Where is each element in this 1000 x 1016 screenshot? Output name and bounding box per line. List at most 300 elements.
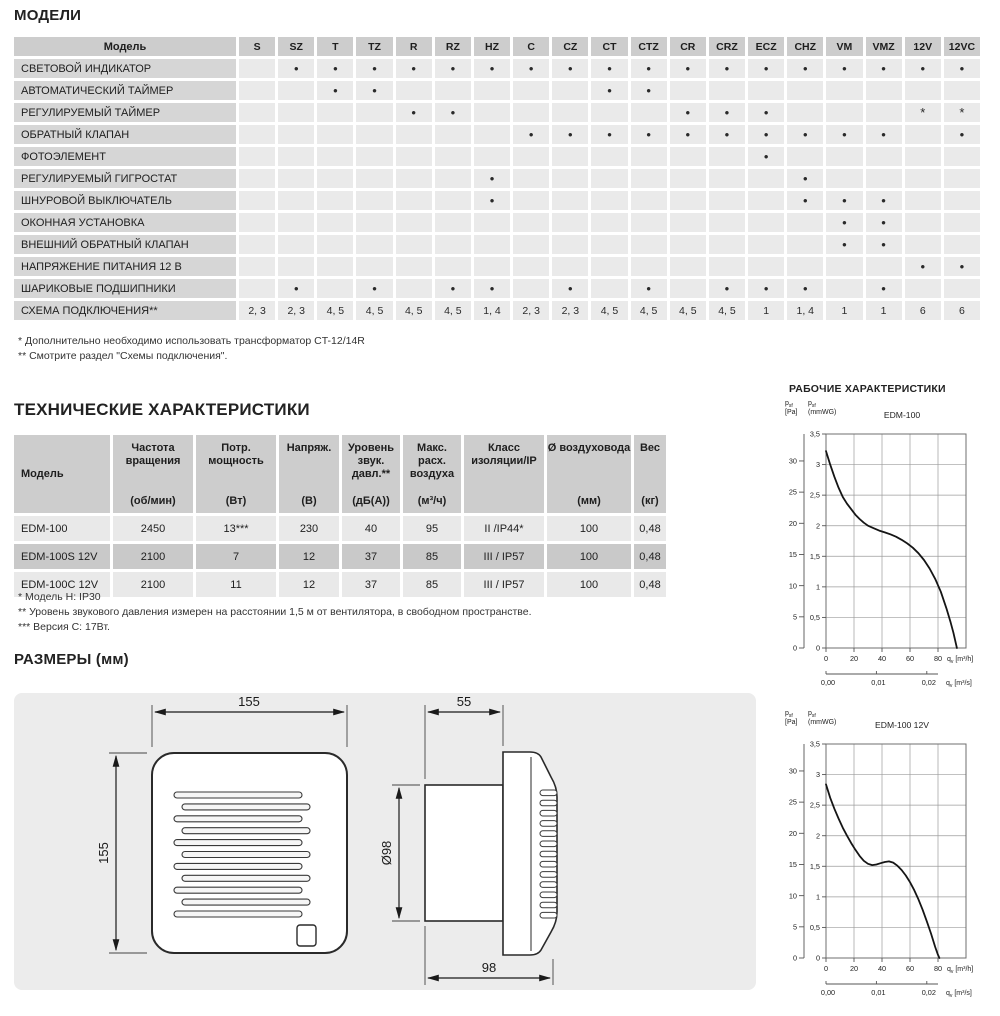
feature-cell: 4, 5: [591, 301, 627, 320]
feature-cell: •: [435, 279, 471, 298]
svg-text:25: 25: [788, 487, 797, 497]
spec-value-cell: 85: [403, 572, 461, 597]
svg-text:15: 15: [788, 550, 797, 560]
chart-title: EDM-100 12V: [875, 720, 929, 730]
feature-cell: •: [591, 59, 627, 78]
feature-cell: •: [474, 59, 510, 78]
svg-text:15: 15: [788, 860, 797, 870]
feature-cell: [905, 147, 941, 166]
dimensions-drawing: [14, 693, 756, 990]
spec-value-cell: 12: [279, 572, 339, 597]
curve-edm-100: [826, 451, 957, 648]
feature-cell: [513, 235, 549, 254]
feature-cell: [787, 235, 823, 254]
model-column-header: SZ: [278, 37, 314, 56]
feature-cell: [278, 235, 314, 254]
svg-text:0,5: 0,5: [809, 923, 820, 933]
feature-cell: [905, 81, 941, 100]
feature-cell: •: [670, 125, 706, 144]
feature-cell: [435, 147, 471, 166]
model-column-header: CR: [670, 37, 706, 56]
feature-cell: [670, 279, 706, 298]
feature-cell: •: [826, 59, 862, 78]
feature-cell: •: [513, 59, 549, 78]
feature-cell: [317, 147, 353, 166]
feature-cell: 6: [944, 301, 980, 320]
feature-cell: [317, 279, 353, 298]
model-column-header: C: [513, 37, 549, 56]
feature-cell: •: [748, 279, 784, 298]
spec-value-cell: 40: [342, 516, 400, 541]
feature-cell: •: [552, 125, 588, 144]
svg-text:60: 60: [905, 964, 915, 973]
feature-cell: [474, 81, 510, 100]
svg-text:20: 20: [788, 828, 797, 838]
model-column-header: CZ: [552, 37, 588, 56]
feature-cell: [631, 103, 667, 122]
feature-cell: •: [552, 279, 588, 298]
feature-cell: [513, 191, 549, 210]
model-column-header: TZ: [356, 37, 392, 56]
feature-cell: [631, 257, 667, 276]
feature-cell: [356, 257, 392, 276]
feature-cell: [435, 235, 471, 254]
feature-cell: [944, 169, 980, 188]
curve-edm-100-12v: [826, 784, 939, 958]
feature-cell: [396, 257, 432, 276]
spec-value-cell: 13***: [196, 516, 276, 541]
svg-text:25: 25: [788, 797, 797, 807]
dimensions-drawing-svg: [14, 693, 756, 990]
feature-cell: [239, 235, 275, 254]
feature-cell: •: [591, 125, 627, 144]
feature-cell: [944, 213, 980, 232]
svg-text:1: 1: [815, 582, 820, 592]
feature-cell: [513, 81, 549, 100]
svg-text:0: 0: [792, 953, 797, 963]
feature-cell: [513, 147, 549, 166]
specs-column-header: Потр. мощность (Вт): [196, 435, 276, 513]
feature-cell: [474, 103, 510, 122]
feature-cell: [748, 191, 784, 210]
feature-cell: [474, 125, 510, 144]
feature-cell: [787, 103, 823, 122]
feature-cell: [944, 191, 980, 210]
specs-column-header: Частота вращения (об/мин): [113, 435, 193, 513]
feature-cell: [866, 169, 902, 188]
feature-cell: •: [317, 81, 353, 100]
feature-cell: [435, 213, 471, 232]
svg-text:qv [m³/s]: $q_v$ [m³/s]: [946, 990, 972, 998]
feature-cell: •: [787, 191, 823, 210]
feature-cell: •: [552, 59, 588, 78]
feature-cell: [670, 81, 706, 100]
feature-row-label: СВЕТОВОЙ ИНДИКАТОР: [14, 59, 236, 78]
specs-column-header: Напряж. (В): [279, 435, 339, 513]
feature-cell: [709, 147, 745, 166]
table-row: [14, 103, 980, 122]
feature-cell: •: [866, 279, 902, 298]
table-row: [14, 301, 980, 320]
feature-cell: [591, 169, 627, 188]
feature-cell: •: [591, 81, 627, 100]
svg-text:0: 0: [823, 964, 829, 973]
feature-cell: [709, 235, 745, 254]
feature-cell: 4, 5: [670, 301, 706, 320]
feature-cell: [670, 191, 706, 210]
feature-cell: [905, 279, 941, 298]
feature-cell: [435, 257, 471, 276]
feature-cell: [474, 235, 510, 254]
feature-cell: [826, 147, 862, 166]
feature-cell: [709, 213, 745, 232]
feature-cell: •: [748, 147, 784, 166]
feature-cell: [748, 169, 784, 188]
specs-column-header: Макс. расх. воздуха (м³/ч): [403, 435, 461, 513]
feature-cell: [748, 235, 784, 254]
svg-text:3,5: 3,5: [809, 739, 820, 749]
feature-cell: •: [866, 213, 902, 232]
svg-text:[Pa]: [Pa]: [785, 409, 798, 416]
feature-cell: [787, 81, 823, 100]
feature-cell: 1, 4: [787, 301, 823, 320]
feature-cell: [474, 147, 510, 166]
feature-cell: [356, 169, 392, 188]
feature-cell: •: [944, 59, 980, 78]
feature-cell: [748, 213, 784, 232]
feature-cell: •: [709, 125, 745, 144]
feature-cell: [591, 103, 627, 122]
chart-title: EDM-100: [883, 410, 921, 420]
svg-text:0: 0: [815, 643, 820, 653]
fan-side-view: [425, 752, 557, 955]
feature-cell: [866, 103, 902, 122]
feature-cell: 4, 5: [356, 301, 392, 320]
indicator-window: [297, 925, 316, 946]
feature-cell: 1: [826, 301, 862, 320]
feature-cell: [435, 81, 471, 100]
feature-cell: [905, 169, 941, 188]
feature-cell: [826, 81, 862, 100]
feature-row-label: ШНУРОВОЙ ВЫКЛЮЧАТЕЛЬ: [14, 191, 236, 210]
table-row: [14, 81, 980, 100]
spec-value-cell: 11: [196, 572, 276, 597]
model-column-header: CRZ: [709, 37, 745, 56]
table-row: [14, 516, 666, 541]
specs-column-header: Уровень звук. давл.** (дБ(А)): [342, 435, 400, 513]
svg-text:0,01: 0,01: [871, 678, 886, 687]
feature-cell: •: [396, 59, 432, 78]
spec-model-cell: EDM-100: [14, 516, 110, 541]
feature-cell: [317, 213, 353, 232]
spec-value-cell: 100: [547, 516, 631, 541]
model-column-header: VM: [826, 37, 862, 56]
svg-text:5: 5: [792, 922, 797, 932]
svg-text:2: 2: [815, 521, 820, 531]
feature-cell: •: [866, 59, 902, 78]
model-column-header: ECZ: [748, 37, 784, 56]
feature-cell: [591, 279, 627, 298]
feature-cell: [513, 169, 549, 188]
svg-text:30: 30: [788, 766, 797, 776]
model-column-header: VMZ: [866, 37, 902, 56]
feature-cell: [748, 257, 784, 276]
svg-text:0,00: 0,00: [820, 988, 836, 997]
feature-cell: [239, 213, 275, 232]
feature-cell: 4, 5: [631, 301, 667, 320]
feature-cell: •: [944, 257, 980, 276]
feature-cell: [396, 279, 432, 298]
feature-cell: [670, 257, 706, 276]
svg-text:psf: $p_{sf}$: [808, 400, 816, 409]
svg-text:psf: $p_{sf}$: [785, 710, 793, 719]
feature-cell: [239, 257, 275, 276]
feature-cell: [944, 147, 980, 166]
spec-value-cell: 2100: [113, 572, 193, 597]
dim-duct-diameter: Ø98: [379, 840, 394, 866]
feature-cell: [356, 103, 392, 122]
feature-cell: [670, 169, 706, 188]
feature-cell: •: [474, 169, 510, 188]
svg-text:1: 1: [815, 892, 820, 902]
feature-cell: [552, 257, 588, 276]
svg-text:(mmWG): (mmWG): [808, 409, 837, 416]
specs-column-header: Модель: [14, 435, 110, 513]
spec-value-cell: 230: [279, 516, 339, 541]
feature-cell: [787, 147, 823, 166]
dimensions-section-title: РАЗМЕРЫ (мм): [14, 651, 129, 668]
svg-text:10: 10: [788, 581, 797, 591]
feature-cell: [905, 235, 941, 254]
feature-cell: 2, 3: [239, 301, 275, 320]
feature-cell: [944, 235, 980, 254]
feature-cell: •: [317, 59, 353, 78]
feature-cell: [278, 147, 314, 166]
table-row: [14, 235, 980, 254]
feature-cell: [356, 125, 392, 144]
feature-row-label: АВТОМАТИЧЕСКИЙ ТАЙМЕР: [14, 81, 236, 100]
duct-tube: [425, 785, 503, 921]
feature-cell: •: [278, 59, 314, 78]
feature-cell: [396, 169, 432, 188]
feature-cell: [631, 147, 667, 166]
svg-text:3: 3: [815, 770, 820, 780]
feature-cell: •: [944, 125, 980, 144]
feature-cell: [670, 213, 706, 232]
spec-value-cell: 100: [547, 544, 631, 569]
feature-cell: [278, 103, 314, 122]
feature-row-label: РЕГУЛИРУЕМЫЙ ТАЙМЕР: [14, 103, 236, 122]
feature-cell: •: [709, 59, 745, 78]
feature-cell: •: [866, 235, 902, 254]
feature-cell: [317, 235, 353, 254]
feature-cell: [552, 147, 588, 166]
feature-cell: [552, 191, 588, 210]
svg-text:0,02: 0,02: [921, 988, 936, 997]
svg-text:2: 2: [815, 831, 820, 841]
feature-cell: [396, 213, 432, 232]
svg-text:0: 0: [823, 654, 829, 663]
feature-cell: [396, 191, 432, 210]
feature-cell: [435, 125, 471, 144]
dim-duct-depth: 55: [456, 694, 472, 709]
feature-cell: [787, 257, 823, 276]
model-column-header: 12VC: [944, 37, 980, 56]
feature-cell: 4, 5: [709, 301, 745, 320]
feature-cell: •: [474, 191, 510, 210]
feature-cell: •: [826, 235, 862, 254]
feature-row-label: РЕГУЛИРУЕМЫЙ ГИГРОСТАТ: [14, 169, 236, 188]
models-footnotes: [18, 334, 365, 364]
feature-cell: *: [905, 103, 941, 122]
svg-text:40: 40: [877, 964, 887, 973]
feature-cell: •: [435, 103, 471, 122]
feature-row-label: ШАРИКОВЫЕ ПОДШИПНИКИ: [14, 279, 236, 298]
svg-text:1,5: 1,5: [809, 861, 820, 871]
feature-cell: [552, 169, 588, 188]
svg-text:30: 30: [788, 456, 797, 466]
feature-cell: 4, 5: [396, 301, 432, 320]
table-row: [14, 544, 666, 569]
svg-text:psf: $p_{sf}$: [785, 400, 793, 409]
feature-cell: [239, 103, 275, 122]
feature-cell: [591, 191, 627, 210]
feature-cell: 4, 5: [435, 301, 471, 320]
table-row: [14, 147, 980, 166]
feature-cell: •: [787, 59, 823, 78]
svg-text:3: 3: [815, 460, 820, 470]
feature-cell: •: [748, 125, 784, 144]
svg-text:psf: $p_{sf}$: [808, 710, 816, 719]
feature-cell: •: [631, 81, 667, 100]
specs-table: [11, 432, 669, 600]
feature-cell: [552, 213, 588, 232]
feature-cell: •: [709, 103, 745, 122]
spec-value-cell: 0,48: [634, 544, 666, 569]
fan-front-view: [152, 753, 347, 953]
spec-value-cell: 100: [547, 572, 631, 597]
table-row: [14, 191, 980, 210]
feature-cell: •: [748, 103, 784, 122]
feature-cell: •: [435, 59, 471, 78]
feature-cell: •: [787, 169, 823, 188]
spec-value-cell: 0,48: [634, 572, 666, 597]
svg-text:0: 0: [792, 643, 797, 653]
svg-text:60: 60: [905, 654, 915, 663]
spec-value-cell: 12: [279, 544, 339, 569]
spec-value-cell: II /IP44*: [464, 516, 544, 541]
feature-cell: •: [356, 59, 392, 78]
specs-section-title: ТЕХНИЧЕСКИЕ ХАРАКТЕРИСТИКИ: [14, 400, 310, 419]
feature-cell: [631, 191, 667, 210]
feature-cell: [709, 191, 745, 210]
feature-cell: •: [709, 279, 745, 298]
table-row: [14, 169, 980, 188]
feature-cell: [826, 257, 862, 276]
spec-value-cell: 37: [342, 572, 400, 597]
feature-cell: [591, 147, 627, 166]
svg-text:20: 20: [849, 964, 859, 973]
chart-grid: [826, 744, 966, 958]
feature-cell: [278, 191, 314, 210]
feature-cell: [826, 169, 862, 188]
feature-cell: 2, 3: [552, 301, 588, 320]
feature-cell: [239, 147, 275, 166]
feature-cell: [866, 257, 902, 276]
feature-cell: 6: [905, 301, 941, 320]
feature-cell: •: [826, 191, 862, 210]
feature-cell: 2, 3: [513, 301, 549, 320]
feature-cell: •: [631, 279, 667, 298]
feature-cell: •: [670, 59, 706, 78]
feature-cell: •: [826, 213, 862, 232]
feature-row-label: НАПРЯЖЕНИЕ ПИТАНИЯ 12 В: [14, 257, 236, 276]
feature-cell: [866, 81, 902, 100]
feature-cell: •: [787, 279, 823, 298]
spec-value-cell: 85: [403, 544, 461, 569]
feature-cell: 1: [866, 301, 902, 320]
feature-cell: [239, 191, 275, 210]
feature-cell: [709, 81, 745, 100]
feature-cell: •: [826, 125, 862, 144]
spec-model-cell: EDM-100C 12V: [14, 572, 110, 597]
feature-cell: •: [631, 125, 667, 144]
feature-row-label: ОБРАТНЫЙ КЛАПАН: [14, 125, 236, 144]
feature-cell: [278, 257, 314, 276]
feature-cell: [474, 213, 510, 232]
feature-cell: •: [356, 279, 392, 298]
feature-cell: [396, 235, 432, 254]
feature-cell: •: [905, 59, 941, 78]
feature-cell: [317, 125, 353, 144]
model-column-header: RZ: [435, 37, 471, 56]
model-column-header: T: [317, 37, 353, 56]
feature-cell: [356, 147, 392, 166]
feature-cell: [631, 169, 667, 188]
feature-cell: [905, 191, 941, 210]
svg-text:40: 40: [877, 654, 887, 663]
feature-cell: [631, 213, 667, 232]
model-column-header: CTZ: [631, 37, 667, 56]
footnote: * Дополнительно необходимо использовать трансформатор CT-12/14R: [18, 335, 365, 347]
table-row: [14, 257, 980, 276]
model-column-header: HZ: [474, 37, 510, 56]
spec-value-cell: III / IP57: [464, 544, 544, 569]
feature-cell: •: [748, 59, 784, 78]
spec-value-cell: 7: [196, 544, 276, 569]
model-column-header: 12V: [905, 37, 941, 56]
feature-table-corner: Модель: [14, 37, 236, 56]
footnote: ** Смотрите раздел "Схемы подключения".: [18, 350, 228, 362]
svg-text:qv [m³/s]: $q_v$ [m³/s]: [946, 680, 972, 688]
feature-cell: •: [356, 81, 392, 100]
chart-grid: [826, 434, 966, 648]
feature-cell: •: [631, 59, 667, 78]
feature-cell: [826, 279, 862, 298]
performance-chart-edm-100-12v: [780, 706, 998, 998]
feature-row-label: СХЕМА ПОДКЛЮЧЕНИЯ**: [14, 301, 236, 320]
feature-cell: [356, 213, 392, 232]
feature-cell: [513, 257, 549, 276]
specs-column-header: Ø воздуховода (мм): [547, 435, 631, 513]
feature-cell: [278, 81, 314, 100]
feature-cell: •: [866, 191, 902, 210]
svg-text:2,5: 2,5: [809, 490, 820, 500]
charts-section-title: РАБОЧИЕ ХАРАКТЕРИСТИКИ: [789, 383, 946, 395]
feature-cell: •: [787, 125, 823, 144]
feature-cell: [866, 147, 902, 166]
feature-cell: 2, 3: [278, 301, 314, 320]
